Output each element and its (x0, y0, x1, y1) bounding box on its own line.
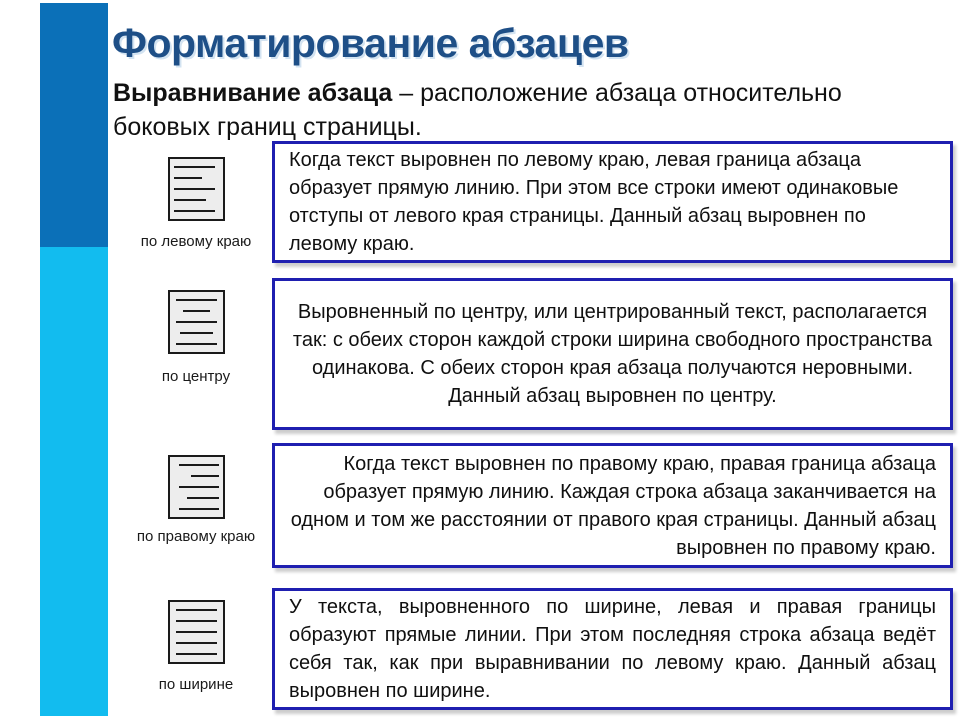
textbox-justify-align (272, 588, 953, 710)
subtitle-term: Выравнивание абзаца (113, 79, 393, 107)
icon-line (179, 486, 220, 488)
icon-line (174, 188, 215, 190)
caption-justify-align: по ширине (158, 676, 234, 693)
icon-line (176, 609, 217, 611)
accent-bar-dark (40, 3, 108, 247)
doc-left-align-icon (168, 157, 225, 221)
icon-line (176, 631, 217, 633)
textbox-center-align-text: Выровненный по центру, или центрированный текст, располагается так: с обеих сторон каждой строки ширина свободного пространства одинакова. С обеих сторон края абзаца получаются неровными. Данный абзац выровнен по центру. (292, 301, 933, 407)
doc-center-align-icon (168, 290, 225, 354)
caption-right-align: по правому краю (136, 528, 256, 545)
textbox-left-align-text: Когда текст выровнен по левому краю, левая граница абзаца образует прямую линию. При этом все строки имеют одинаковые отступы от левого края страницы. Данный абзац выровнен по левому краю. (289, 149, 899, 255)
icon-line (174, 199, 206, 201)
icon-line (176, 299, 217, 301)
textbox-center-align (272, 278, 953, 430)
doc-justify-align-icon (168, 600, 225, 664)
slide-subtitle (113, 76, 913, 144)
textbox-right-align (272, 443, 953, 568)
subtitle-definition: – расположение абзаца относительно боковых границ страницы. (113, 79, 842, 141)
doc-right-align-icon (168, 455, 225, 519)
textbox-left-align (272, 141, 953, 263)
icon-line (176, 343, 217, 345)
icon-line (179, 508, 220, 510)
icon-line (174, 177, 202, 179)
icon-line (180, 332, 212, 334)
caption-left-align: по левому краю (140, 233, 252, 250)
icon-line (176, 653, 217, 655)
icon-line (187, 497, 219, 499)
icon-line (174, 166, 215, 168)
icon-line (191, 475, 219, 477)
icon-line (179, 464, 220, 466)
icon-line (176, 321, 217, 323)
page-title: Форматирование абзацев (112, 20, 629, 66)
icon-line (174, 210, 215, 212)
textbox-justify-align-text: У текста, выровненного по ширине, левая и правая границы образуют прямые линии. При этом последняя строка абзаца ведёт себя так, как при выравнивании по левому краю. Данный абзац выровнен по ширине. (289, 596, 936, 702)
accent-bar-light (40, 247, 108, 716)
caption-center-align: по центру (161, 368, 231, 385)
icon-line (183, 310, 211, 312)
icon-line (176, 642, 217, 644)
icon-line (176, 620, 217, 622)
textbox-right-align-text: Когда текст выровнен по правому краю, правая граница абзаца образует прямую линию. Каждая строка абзаца заканчивается на одном и том же расстоянии от правого края страницы. Данный абзац выровнен по правому краю. (290, 452, 936, 559)
